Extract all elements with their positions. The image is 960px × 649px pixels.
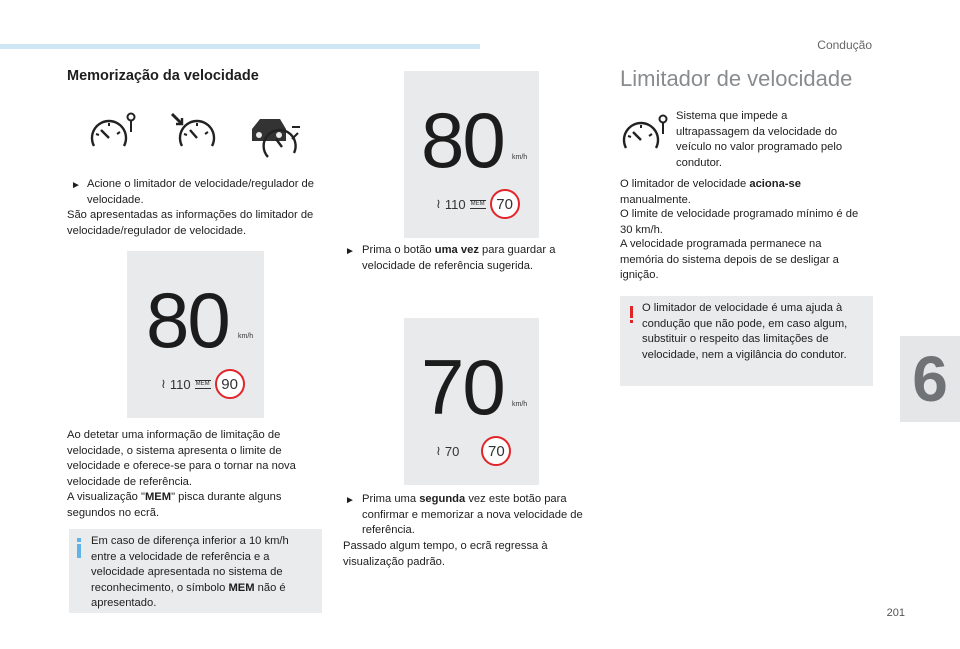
speed-limit-sign: 70 [490, 189, 520, 219]
speed-value: 80 [421, 96, 504, 184]
set-speed: 110 [169, 376, 191, 392]
speed-limit-sign: 70 [481, 436, 511, 466]
step-marker: ► [71, 180, 81, 191]
step-2: Prima o botão uma vez para guardar a velocidade de referência sugerida. [362, 244, 556, 272]
speed-unit: km/h [512, 401, 528, 408]
intro-text: Sistema que impede a ultrapassagem da velocidade do veículo no valor programado pelo condutor. [676, 110, 843, 169]
mem-label: MEM [195, 380, 210, 387]
speed-limit-sign: 90 [215, 369, 245, 399]
chapter-number: 6 [912, 343, 948, 415]
paragraph: Ao detetar uma informação de limitação de velocidade, o sistema apresenta o limite de velocidade e oferece-se para o tornar na nova velocidade de referência. [67, 429, 296, 488]
speed-limiter-icon: ≀ [436, 196, 441, 211]
speed-unit: km/h [238, 333, 254, 340]
header-bar [0, 44, 480, 49]
step-marker: ► [345, 246, 355, 257]
speed-limit-recognition-icon [248, 113, 304, 161]
paragraph: A visualização "MEM" pisca durante alguns segundos no ecrã. [67, 491, 282, 519]
speed-value: 80 [146, 276, 229, 364]
step-1: Acione o limitador de velocidade/regulador de velocidade. [87, 178, 315, 206]
speed-limiter-icon: ≀ [436, 443, 441, 458]
speed-limiter-icon [620, 114, 670, 156]
mem-label: MEM [470, 200, 485, 207]
info-box [69, 529, 322, 613]
info-text: Em caso de diferença inferior a 10 km/h entre a velocidade de referência e a velocidade apresentada no sistema de reconhecimento, o símbolo MEM não é apresentado. [91, 535, 289, 610]
cruise-control-icon [170, 112, 220, 154]
paragraph: Passado algum tempo, o ecrã regressa à visualização padrão. [343, 540, 548, 568]
paragraph: A velocidade programada permanece na memória do sistema depois de se desligar a ignição. [620, 238, 839, 282]
set-speed: 110 [444, 196, 466, 212]
paragraph: São apresentadas as informações do limitador de velocidade/regulador de velocidade. [67, 209, 314, 237]
speed-limiter-icon: ≀ [161, 376, 166, 391]
warning-icon [630, 306, 633, 323]
speed-unit: km/h [512, 154, 528, 161]
page-number: 201 [886, 607, 905, 619]
section-title: Condução [817, 38, 872, 52]
step-3: Prima uma segunda vez este botão para confirmar e memorizar a nova velocidade de referência. [362, 493, 583, 537]
paragraph: O limitador de velocidade aciona-se manualmente. [620, 178, 801, 206]
speed-limiter-icon [88, 112, 138, 154]
speed-value: 70 [421, 343, 504, 431]
paragraph: O limite de velocidade programado mínimo é de 30 km/h. [620, 208, 859, 236]
section-heading: Memorização da velocidade [67, 68, 259, 84]
info-icon [77, 538, 81, 558]
dashboard-display-3 [404, 318, 539, 485]
step-marker: ► [345, 495, 355, 506]
warning-box [620, 296, 873, 386]
set-speed: 70 [444, 443, 460, 459]
chapter-tab [900, 336, 960, 422]
dashboard-display-1 [127, 251, 264, 418]
warning-text: O limitador de velocidade é uma ajuda à condução que não pode, em caso algum, substituir o respeito das limitações de velocidade, nem a vigilância do condutor. [642, 302, 848, 361]
dashboard-display-2 [404, 71, 539, 238]
section-heading: Limitador de velocidade [620, 66, 853, 91]
